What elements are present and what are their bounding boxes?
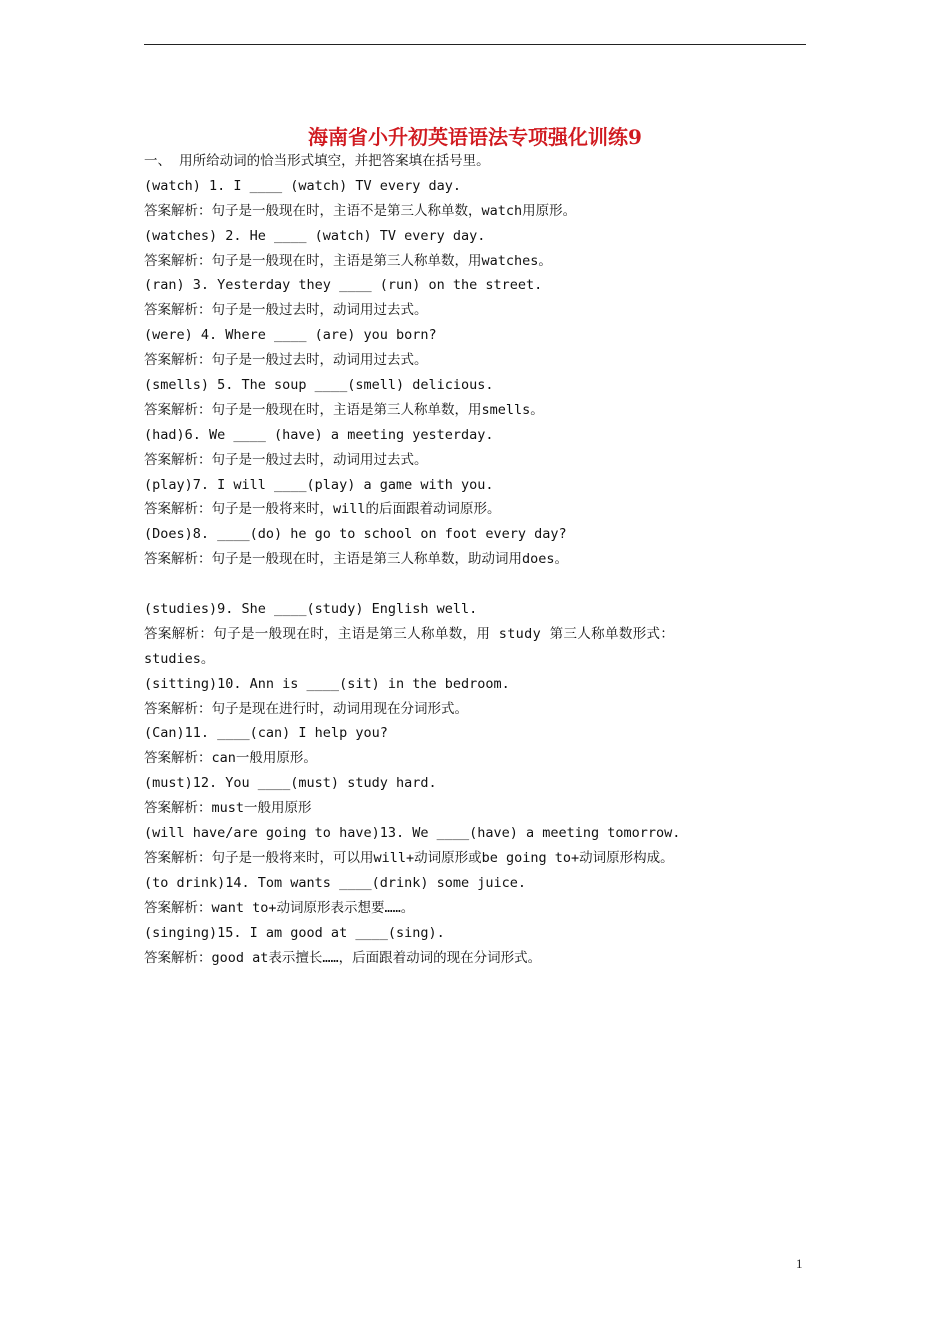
instruction-text: 一、 用所给动词的恰当形式填空，并把答案填在括号里。 — [144, 153, 490, 169]
question-5: (smells) 5. The soup ____(smell) delicious. — [144, 377, 494, 394]
answer-5: 答案解析：句子是一般现在时，主语是第三人称单数，用smells。 — [144, 401, 544, 418]
answer-11: 答案解析：can一般用原形。 — [144, 750, 317, 767]
question-8: (Does)8. ____(do) he go to school on foot every day? — [144, 526, 567, 543]
answer-4: 答案解析：句子是一般过去时，动词用过去式。 — [144, 352, 428, 369]
answer-7: 答案解析：句子是一般将来时，will的后面跟着动词原形。 — [144, 501, 501, 518]
question-2: (watches) 2. He ____ (watch) TV every day. — [144, 227, 486, 244]
header-rule — [144, 44, 806, 45]
question-3: (ran) 3. Yesterday they ____ (run) on the street. — [144, 277, 543, 294]
answer-14: 答案解析：want to+动词原形表示想要……。 — [144, 899, 415, 916]
question-9: (studies)9. She ____(study) English well. — [144, 601, 478, 618]
question-14: (to drink)14. Tom wants ____(drink) some juice. — [144, 874, 527, 891]
answer-9-continued: studies。 — [144, 650, 215, 667]
exercise-body — [144, 149, 808, 970]
answer-15: 答案解析：good at表示擅长……，后面跟着动词的现在分词形式。 — [144, 949, 542, 966]
question-10: (sitting)10. Ann is ____(sit) in the bedroom. — [144, 675, 510, 692]
question-6: (had)6. We ____ (have) a meeting yesterday. — [144, 426, 494, 443]
answer-10: 答案解析：句子是现在进行时，动词用现在分词形式。 — [144, 700, 468, 717]
answer-13: 答案解析：句子是一般将来时，可以用will+动词原形或be going to+动词原形构成。 — [144, 849, 674, 866]
question-1: (watch) 1. I ____ (watch) TV every day. — [144, 177, 461, 194]
question-11: (Can)11. ____(can) I help you? — [144, 725, 388, 742]
question-12: (must)12. You ____(must) study hard. — [144, 775, 437, 792]
answer-8: 答案解析：句子是一般现在时，主语是第三人称单数，助动词用does。 — [144, 551, 569, 568]
answer-1: 答案解析：句子是一般现在时，主语不是第三人称单数，watch用原形。 — [144, 202, 577, 219]
question-13: (will have/are going to have)13. We ____(have) a meeting tomorrow. — [144, 825, 681, 842]
answer-12: 答案解析：must一般用原形 — [144, 800, 312, 817]
document-title: 海南省小升初英语语法专项强化训练9 — [308, 125, 642, 149]
answer-9: 答案解析：句子是一般现在时，主语是第三人称单数，用 study 第三人称单数形式： — [144, 625, 675, 642]
answer-3: 答案解析：句子是一般过去时，动词用过去式。 — [144, 302, 428, 319]
answer-6: 答案解析：句子是一般过去时，动词用过去式。 — [144, 451, 428, 468]
page-number: 1 — [796, 1256, 803, 1271]
question-7: (play)7. I will ____(play) a game with you. — [144, 476, 494, 493]
question-15: (singing)15. I am good at ____(sing). — [144, 924, 445, 941]
question-4: (were) 4. Where ____ (are) you born? — [144, 327, 437, 344]
paragraph-spacer — [144, 572, 808, 597]
answer-2: 答案解析：句子是一般现在时，主语是第三人称单数，用watches。 — [144, 252, 552, 269]
